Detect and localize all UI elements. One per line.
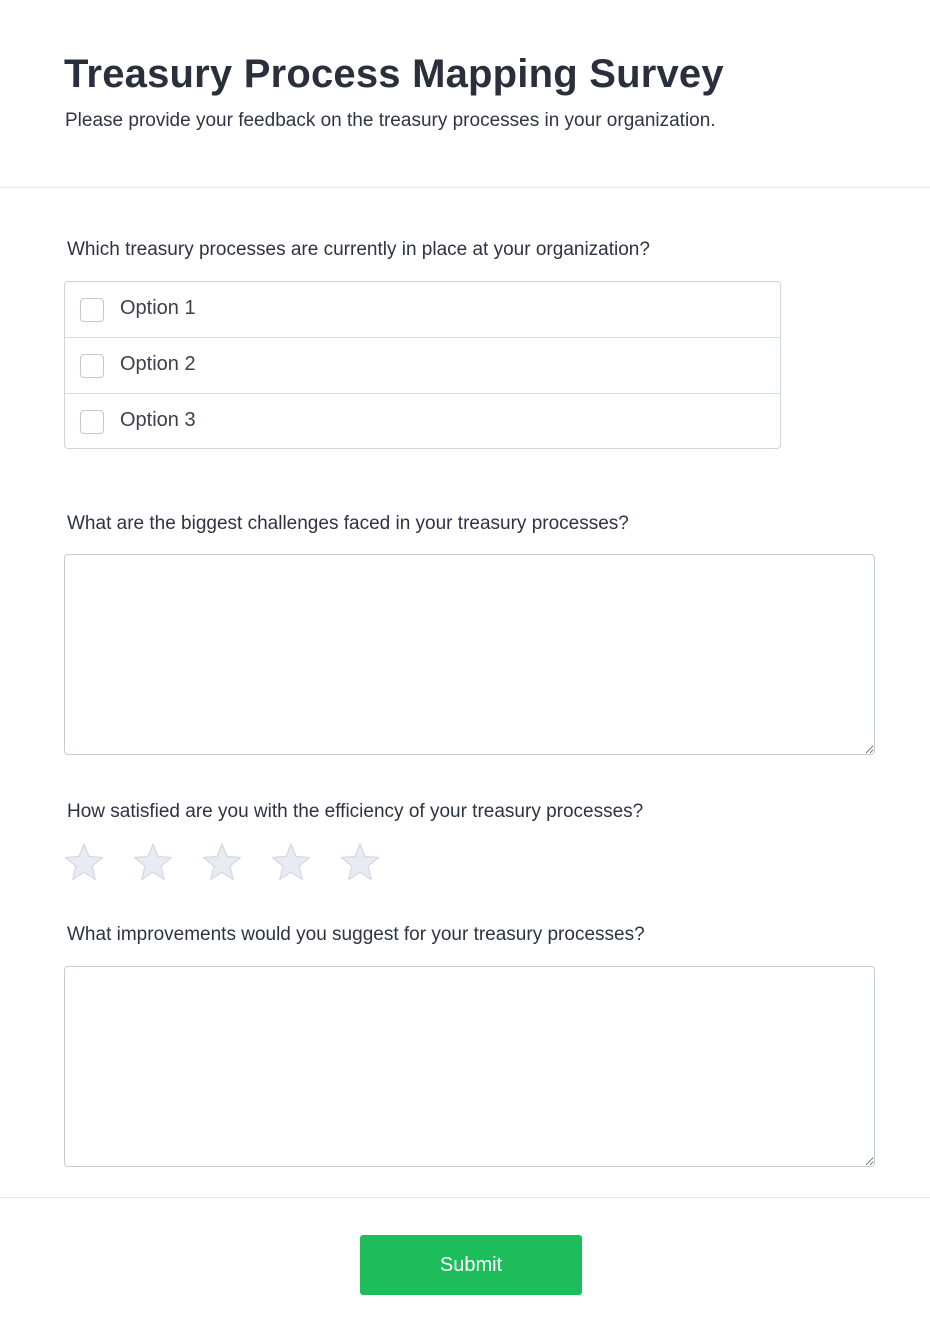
option-label: Option 2: [120, 353, 196, 375]
checkbox-icon[interactable]: [80, 298, 104, 322]
checkbox-icon[interactable]: [80, 354, 104, 378]
option-label: Option 1: [120, 297, 196, 319]
option-row-1[interactable]: [65, 282, 780, 338]
page-title: Treasury Process Mapping Survey: [64, 52, 724, 96]
option-row-2[interactable]: [65, 338, 780, 394]
star-icon[interactable]: [271, 842, 311, 882]
footer-divider: [0, 1197, 930, 1198]
survey-header: [0, 0, 930, 188]
challenges-textarea[interactable]: [64, 554, 875, 755]
question-improvements-label: What improvements would you suggest for your treasury processes?: [67, 924, 645, 945]
question-processes-label: Which treasury processes are currently in place at your organization?: [67, 239, 650, 260]
star-icon[interactable]: [340, 842, 380, 882]
option-label: Option 3: [120, 409, 196, 431]
star-icon[interactable]: [202, 842, 242, 882]
submit-button[interactable]: Submit: [360, 1235, 582, 1295]
option-row-3[interactable]: [65, 394, 780, 449]
page-subtitle: Please provide your feedback on the treasury processes in your organization.: [65, 110, 716, 131]
star-icon[interactable]: [64, 842, 104, 882]
processes-option-list: [64, 281, 781, 449]
star-icon[interactable]: [133, 842, 173, 882]
question-satisfaction-label: How satisfied are you with the efficiency of your treasury processes?: [67, 801, 644, 822]
checkbox-icon[interactable]: [80, 410, 104, 434]
question-challenges-label: What are the biggest challenges faced in your treasury processes?: [67, 513, 629, 534]
improvements-textarea[interactable]: [64, 966, 875, 1167]
